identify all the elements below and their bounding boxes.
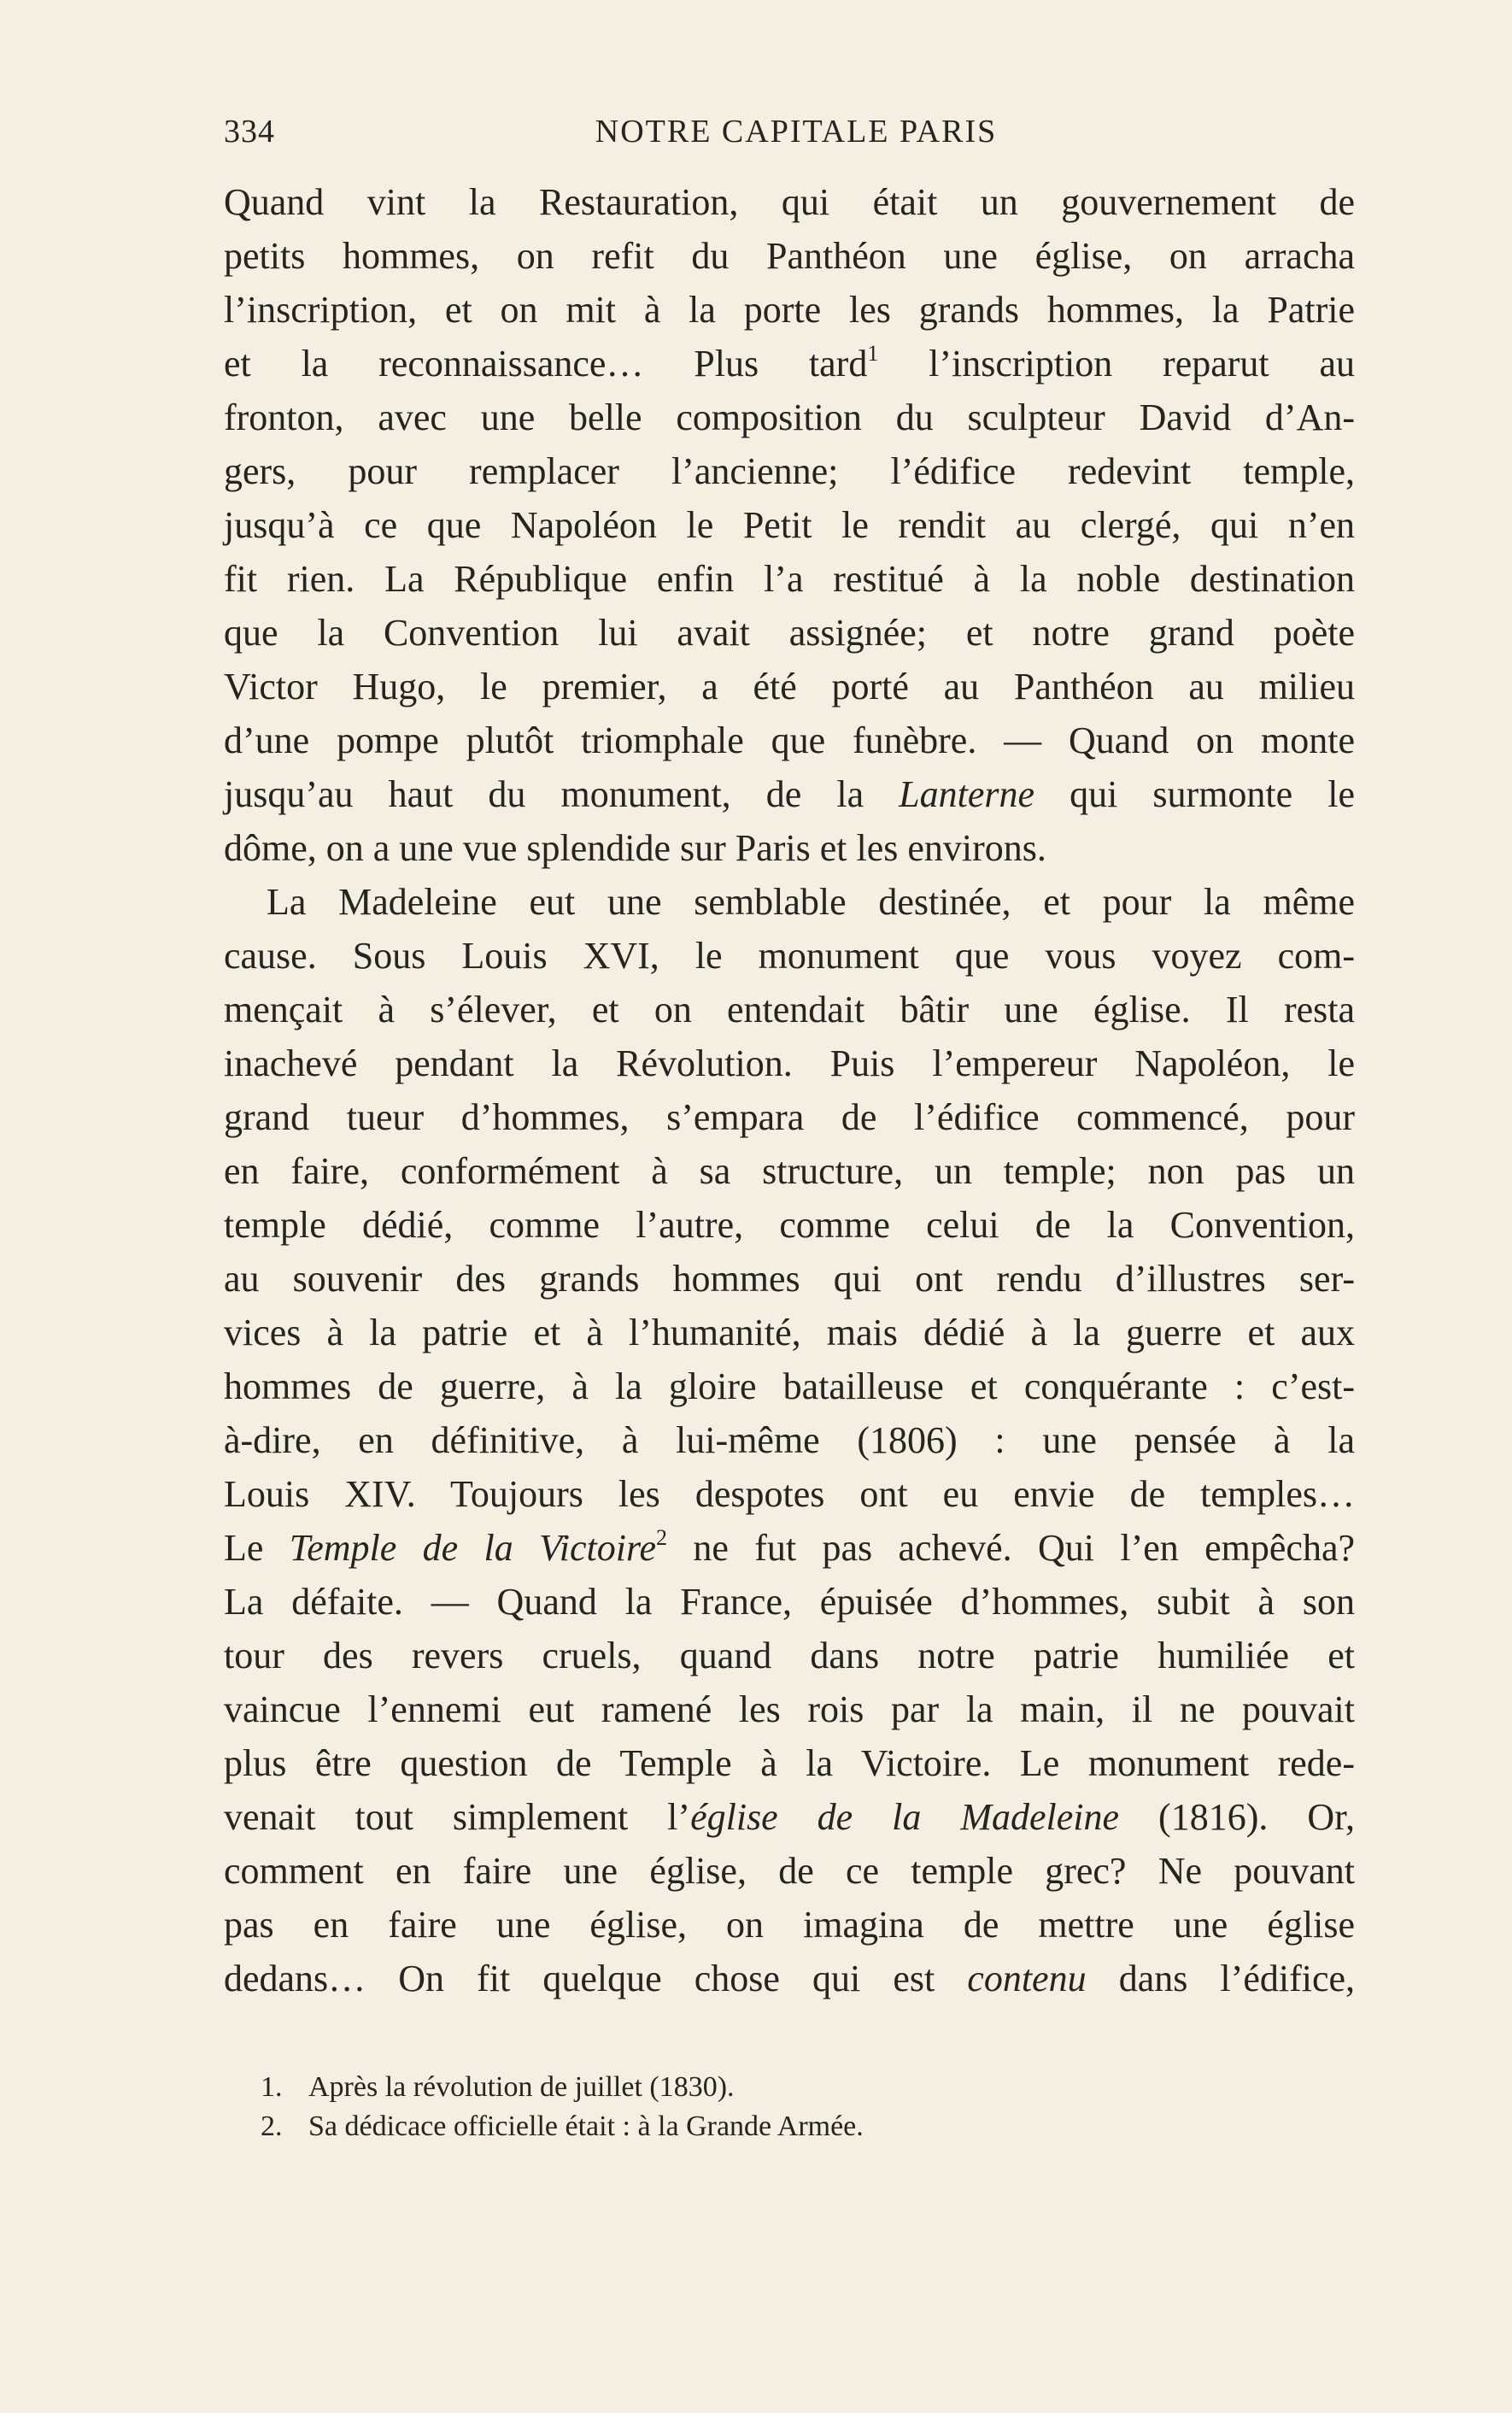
text-line: que la Convention lui avait assignée; et notre grand poète	[224, 612, 1355, 654]
text-line: au souvenir des grands hommes qui ont rendu d’illustres ser-	[224, 1258, 1355, 1300]
text-line: vaincue l’ennemi eut ramené les rois par la main, il ne pouvait	[224, 1688, 1355, 1730]
text-line	[224, 767, 1355, 821]
text-line: vices à la patrie et à l’humanité, mais dédié à la guerre et aux	[224, 1312, 1355, 1353]
text-line: cause. Sous Louis XVI, le monument que vous voyez com-	[224, 935, 1355, 977]
text-line: d’une pompe plutôt triomphale que funèbre. — Quand on monte	[224, 719, 1355, 761]
text-segment: (1816). Or,	[1119, 1796, 1355, 1838]
footnote-ref-2: 2	[655, 1525, 667, 1550]
italic-term: Lanterne	[899, 773, 1035, 815]
text-line: gers, pour remplacer l’ancienne; l’édifice redevint temple,	[224, 450, 1355, 492]
text-line: hommes de guerre, à la gloire batailleuse et conquérante : c’est-	[224, 1365, 1355, 1407]
running-title: NOTRE CAPITALE PARIS	[595, 114, 998, 150]
text-segment: jusqu’au haut du monument, de la	[224, 773, 900, 815]
text-line: dôme, on a une vue splendide sur Paris et les environs.	[224, 827, 1046, 869]
text-line	[224, 337, 1355, 390]
text-line: comment en faire une église, de ce temple grec? Ne pouvant	[224, 1850, 1355, 1892]
text-line: fit rien. La République enfin l’a restitué à la noble destination	[224, 558, 1355, 600]
body-text	[224, 175, 1355, 2005]
footnote-text: Sa dédicace officielle était : à la Grande Armée.	[308, 2111, 864, 2142]
footnote-1	[261, 2068, 1354, 2107]
text-line: fronton, avec une belle composition du sculpteur David d’An-	[224, 396, 1355, 438]
text-line	[224, 1790, 1355, 1844]
footnote-text: Après la révolution de juillet (1830).	[308, 2071, 735, 2103]
text-line: inachevé pendant la Révolution. Puis l’empereur Napoléon, le	[224, 1042, 1355, 1084]
footnote-number: 1.	[261, 2071, 283, 2103]
text-line: Louis XIV. Toujours les despotes ont eu envie de temples…	[224, 1473, 1355, 1515]
text-line: mençait à s’élever, et on entendait bâtir une église. Il resta	[224, 989, 1355, 1030]
text-line: l’inscription, et on mit à la porte les grands hommes, la Patrie	[224, 289, 1355, 331]
text-segment: l’inscription reparut au	[878, 343, 1355, 385]
text-segment: dedans… On fit quelque chose qui est	[224, 1958, 968, 1999]
footnotes	[261, 2068, 1354, 2146]
text-segment: qui surmonte le	[1034, 773, 1355, 815]
text-line: La Madeleine eut une semblable destinée, et pour la même	[267, 881, 1355, 923]
text-line	[224, 1952, 1355, 2005]
text-line: en faire, conformément à sa structure, un temple; non pas un	[224, 1150, 1355, 1192]
text-line: plus être question de Temple à la Victoire. Le monument rede-	[224, 1742, 1355, 1784]
footnote-number: 2.	[261, 2111, 283, 2142]
text-line	[224, 1521, 1355, 1575]
text-segment: et la reconnaissance… Plus tard	[224, 343, 868, 385]
text-line: temple dédié, comme l’autre, comme celui de la Convention,	[224, 1204, 1355, 1246]
footnote-2	[261, 2107, 1354, 2146]
italic-term: église de la Madeleine	[690, 1796, 1120, 1838]
page-header	[224, 113, 1368, 157]
text-line: tour des revers cruels, quand dans notre patrie humiliée et	[224, 1635, 1355, 1676]
text-segment: dans l’édifice,	[1086, 1958, 1356, 1999]
page-number: 334	[224, 114, 275, 150]
text-line: petits hommes, on refit du Panthéon une église, on arracha	[224, 235, 1355, 277]
text-segment: Le	[224, 1527, 290, 1569]
text-line: grand tueur d’hommes, s’empara de l’édifice commencé, pour	[224, 1096, 1355, 1138]
italic-term: contenu	[967, 1958, 1087, 1999]
text-line: jusqu’à ce que Napoléon le Petit le rendit au clergé, qui n’en	[224, 504, 1355, 546]
text-line: pas en faire une église, on imagina de mettre une église	[224, 1904, 1355, 1946]
text-line: à-dire, en définitive, à lui-même (1806) : une pensée à la	[224, 1419, 1355, 1461]
footnote-ref-1: 1	[867, 341, 879, 366]
italic-term: Temple de la Victoire	[289, 1527, 656, 1569]
text-segment: ne fut pas achevé. Qui l’en empêcha?	[666, 1527, 1356, 1569]
text-line: Victor Hugo, le premier, a été porté au Panthéon au milieu	[224, 666, 1355, 707]
text-line: La défaite. — Quand la France, épuisée d’hommes, subit à son	[224, 1581, 1355, 1623]
text-line: Quand vint la Restauration, qui était un gouvernement de	[224, 181, 1355, 223]
text-segment: venait tout simplement l’	[224, 1796, 691, 1838]
